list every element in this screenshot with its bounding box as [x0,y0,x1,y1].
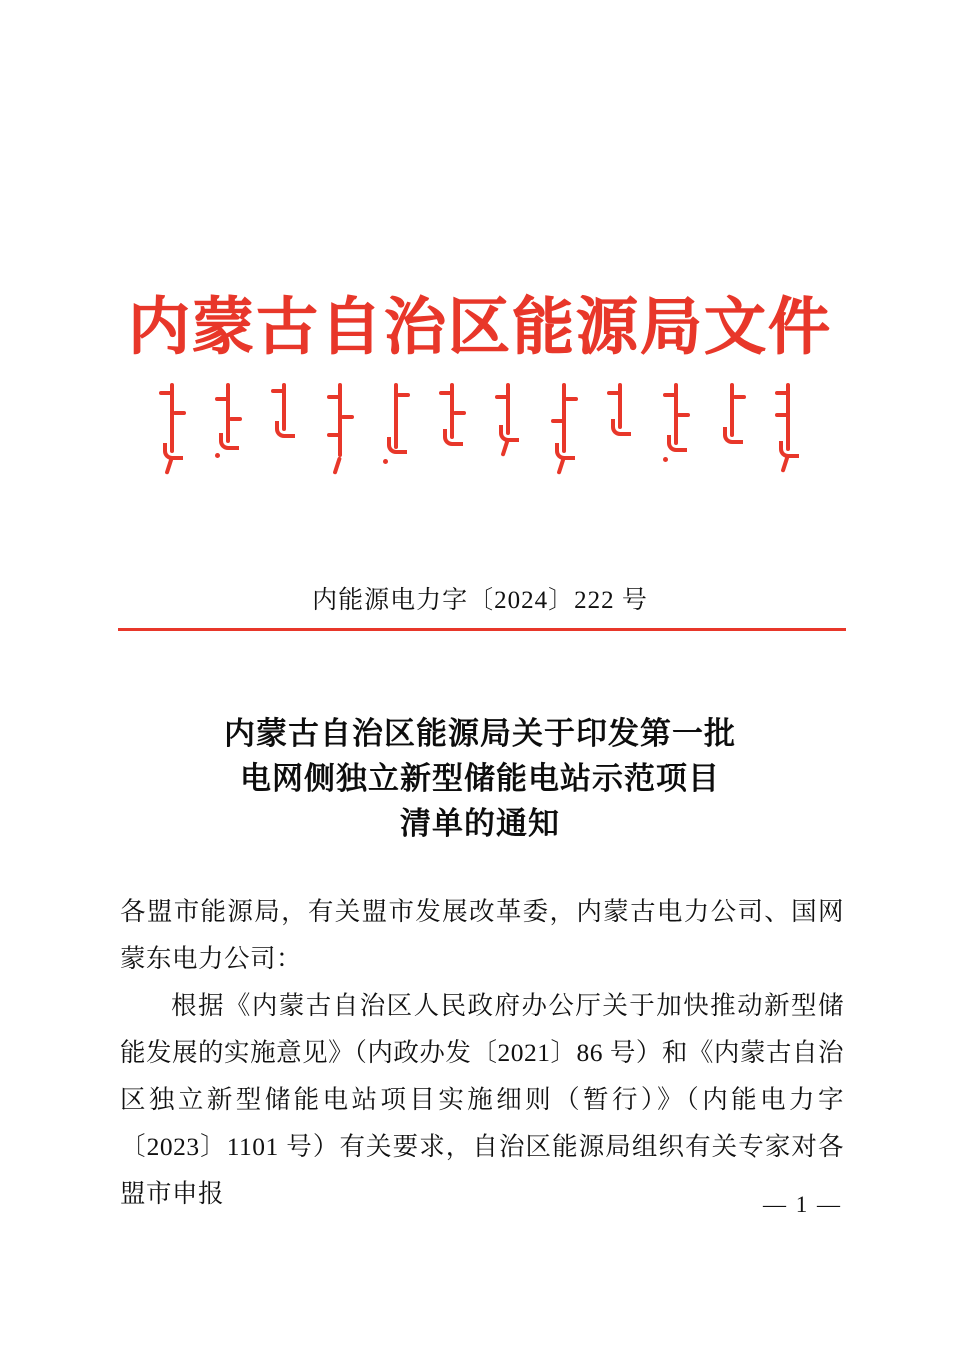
mongolian-glyph [213,377,243,477]
document-body [120,888,844,1217]
mongolian-glyph [605,377,635,477]
mongolian-glyph [325,377,355,477]
mongolian-glyph [661,377,691,477]
mongolian-glyph [381,377,411,477]
mongolian-glyph [493,377,523,477]
red-divider-rule [118,628,846,631]
document-title-line-3: 清单的通知 [400,805,560,841]
mongolian-script-line [0,377,960,487]
page-number: — 1 — [763,1192,842,1217]
mongolian-glyph [157,377,187,477]
masthead [0,296,960,487]
mongolian-glyph [773,377,803,477]
document-number: 内能源电力字〔2024〕222 号 [312,587,648,614]
mongolian-glyph [717,377,747,477]
mongolian-glyph [549,377,579,477]
mongolian-glyph [437,377,467,477]
body-paragraph-basis: 根据《内蒙古自治区人民政府办公厅关于加快推动新型储能发展的实施意见》（内政办发〔2021〕86 号）和《内蒙古自治区独立新型储能电站项目实施细则（暂行）》（内能电力字〔2023〕1101 号）有关要求，自治区能源局组织有关专家对各盟市申报 [120,991,844,1208]
mongolian-glyph-row [0,377,960,481]
document-title [0,712,960,847]
document-title-line-1: 内蒙古自治区能源局关于印发第一批 [224,716,736,751]
body-paragraph-addressees: 各盟市能源局，有关盟市发展改革委，内蒙古电力公司、国网蒙东电力公司： [120,897,844,973]
mongolian-glyph [269,377,299,477]
document-title-line-2: 电网侧独立新型储能电站示范项目 [240,760,720,796]
masthead-title: 内蒙古自治区能源局文件 [127,294,832,362]
